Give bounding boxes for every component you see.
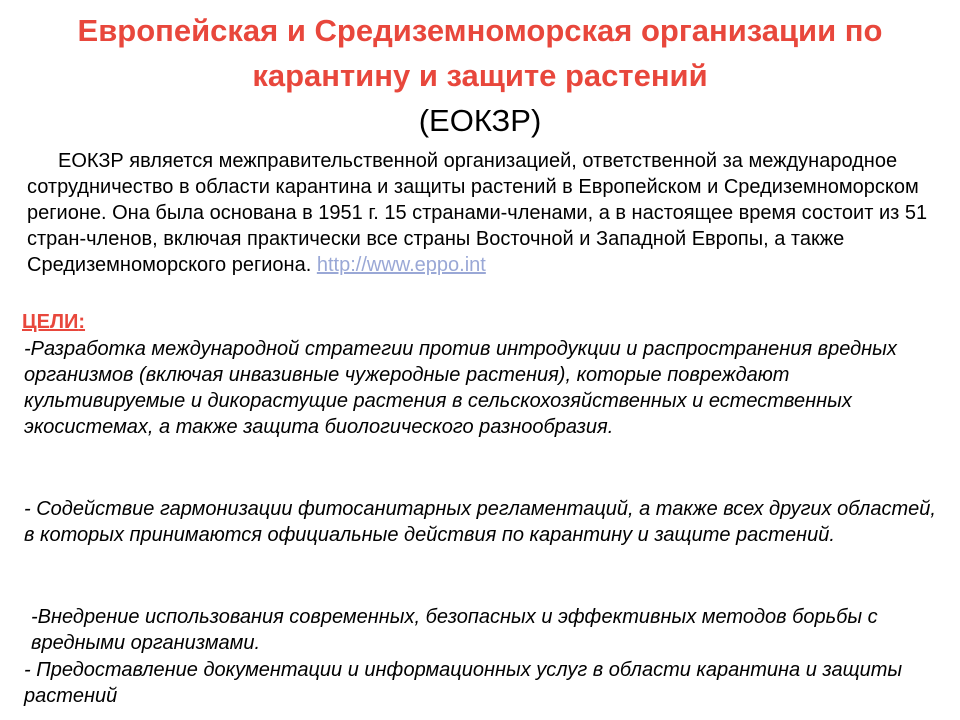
eppo-link[interactable]: http://www.eppo.int [316, 254, 486, 276]
goals-heading-label: ЦЕЛИ [22, 311, 79, 333]
goal-item-3: -Внедрение использования современных, безопасных и эффективных методов борьбы с вредными организмами. [31, 606, 878, 654]
goal-item-4: - Предоставление документации и информационных услуг в области карантина и защиты растений [24, 659, 903, 707]
goals-heading-colon: : [78, 311, 86, 333]
slide-title-abbreviation: (ЕОКЗР) [418, 103, 542, 138]
goal-item-1: -Разработка международной стратегии против интродукции и распространения вредных организмов (включая инвазивные чужеродные растения), которые повреждают культивируемые и дикорастущие растения в сельскохозяйственных и естественных экосистемах, а также защита биологического разнообразия. [24, 338, 897, 438]
intro-text: ЕОКЗР является межправительственной организацией, ответственной за международное сотрудничество в области карантина и защиты растений в Европейском и Средиземноморском регионе. Она была основана в 1951 г. 15 странами-членами, а в настоящее время состоит из 51 стран-членов, включая практически все страны Восточной и Западной Европы, а также Средиземноморского региона. [27, 150, 928, 276]
goals-heading [22, 309, 85, 335]
intro-paragraph [27, 148, 937, 278]
goal-item-2: - Содействие гармонизации фитосанитарных регламентаций, а также всех других областей, в которых принимаются официальные действия по карантину и защите растений. [24, 498, 936, 546]
slide-title: Европейская и Средиземноморская организации по карантину и защите растений [77, 13, 883, 93]
